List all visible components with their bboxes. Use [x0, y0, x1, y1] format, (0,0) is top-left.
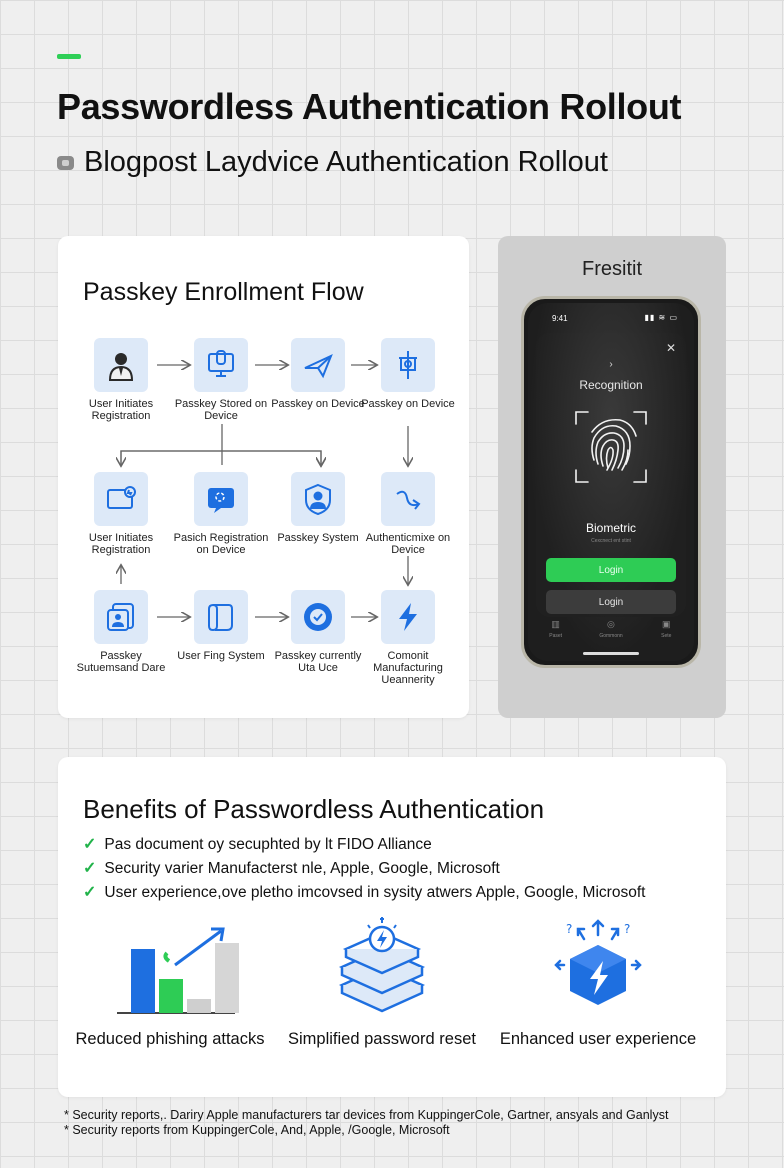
- monitor-icon: [194, 338, 248, 392]
- card-icon: [94, 472, 148, 526]
- close-icon[interactable]: ✕: [665, 341, 676, 355]
- flow-node-label: Passkey Sutuemsand Dare: [76, 650, 166, 674]
- arrow-branch: [121, 424, 321, 465]
- recognition-label: Recognition: [579, 378, 643, 392]
- benefits-title: Benefits of Passwordless Authentication: [83, 794, 545, 824]
- flow-node: [71, 472, 171, 556]
- circle-icon: ◎: [607, 619, 615, 629]
- flow-title: Passkey Enrollment Flow: [83, 278, 364, 306]
- footnotes: [64, 1108, 668, 1138]
- subtitle-text: Blogpost Laydvice Authentication Rollout: [84, 146, 608, 178]
- benefit-label: Enhanced user experience: [499, 1030, 697, 1048]
- benefit-label: Reduced phishing attacks: [75, 1030, 265, 1048]
- connect-icon: [381, 338, 435, 392]
- list-item-text: Security varier Manufacterst nle, Apple, Google, Microsoft: [104, 860, 500, 877]
- fingerprint-icon[interactable]: [572, 408, 650, 486]
- flow-node-label: User Fing System: [177, 650, 265, 662]
- check-icon: ✓: [83, 836, 97, 853]
- send-icon: [291, 338, 345, 392]
- home-indicator: [583, 652, 639, 655]
- footnote: * Security reports,. Dariry Apple manufacturers tar devices from KuppingerCole, Gartner, ansyals and Ganlyst: [64, 1108, 669, 1122]
- person-icon: [291, 472, 345, 526]
- phone-preview-panel: [498, 236, 726, 718]
- phone-mockup: [521, 296, 701, 668]
- flow-node-label: Passkey currently Uta Uce: [274, 650, 362, 674]
- flow-node: [268, 338, 368, 410]
- benefit-reduced-phishing: [70, 917, 270, 1049]
- check-badge-icon: [291, 590, 345, 644]
- benefit-simplified-reset: [282, 917, 482, 1049]
- list-item-text: User experience,ove pletho imcovsed in sysity atwers Apple, Google, Microsoft: [104, 884, 646, 901]
- bar-chart-trend-icon: [95, 917, 245, 1017]
- tab-sete[interactable]: [646, 619, 686, 639]
- status-icons: ▮▮ ≋ ▭: [644, 313, 678, 322]
- flow-node: [358, 472, 458, 556]
- arrow-icon: [381, 472, 435, 526]
- flow-node-label: Pasich Registration on Device: [173, 532, 269, 556]
- benefits-card: [58, 757, 726, 1097]
- flow-node: [71, 338, 171, 422]
- benefit-enhanced-ux: [498, 917, 698, 1049]
- scroll-icon: [194, 590, 248, 644]
- stacked-layers-icon: [332, 917, 432, 1017]
- flow-node: [268, 472, 368, 544]
- phone-tab-bar: [528, 619, 694, 647]
- list-item: [83, 881, 645, 905]
- flow-node-label: User Initiates Registration: [88, 532, 154, 556]
- flow-node: [358, 590, 458, 686]
- flow-node: [171, 590, 271, 662]
- phone-screen: [528, 303, 694, 661]
- enrollment-flow-card: [58, 236, 469, 718]
- flow-node-label: Comonit Manufacturing Ueannerity: [373, 650, 443, 686]
- chat-icon: [194, 472, 248, 526]
- tab-label: Gommonn: [599, 633, 623, 639]
- check-icon: ✓: [83, 884, 97, 901]
- accent-bar: [57, 54, 81, 59]
- flow-node-label: Passkey on Device: [271, 398, 365, 410]
- flow-node-label: Passkey on Device: [361, 398, 455, 410]
- flow-node-label: Authenticmixe on Device: [365, 532, 451, 556]
- benefit-label: Simplified password reset: [288, 1030, 476, 1048]
- benefits-checklist: [83, 833, 645, 905]
- flow-node: [171, 472, 271, 556]
- flow-node-label: Passkey System: [277, 532, 359, 544]
- list-item-text: Pas document oy secuphted by lt FIDO Alliance: [104, 836, 432, 853]
- login-button-secondary[interactable]: Login: [546, 590, 676, 614]
- flow-node-label: User Initiates Registration: [88, 398, 154, 422]
- page-title: Passwordless Authentication Rollout: [57, 86, 682, 127]
- flow-node: [358, 338, 458, 410]
- tab-label: Sete: [661, 633, 672, 639]
- list-item: [83, 857, 645, 881]
- id-card-icon: [94, 590, 148, 644]
- status-time: 9:41: [552, 314, 568, 323]
- svg-text:?: ?: [566, 922, 573, 936]
- biometric-label: Biometric: [585, 521, 636, 535]
- check-icon: ✓: [83, 860, 97, 877]
- tab-label: Paset: [549, 633, 563, 639]
- flow-node-label: Passkey Stored on Device: [174, 398, 268, 422]
- square-icon: ▣: [662, 619, 671, 629]
- biometric-sheet: [536, 333, 686, 617]
- page-subtitle: [57, 146, 608, 179]
- footnote: * Security reports from KuppingerCole, And, Apple, /Google, Microsoft: [64, 1123, 450, 1137]
- list-item: [83, 833, 645, 857]
- phone-panel-title: Fresitit: [582, 258, 642, 280]
- bullet-icon: [57, 156, 74, 170]
- flow-node: [71, 590, 171, 674]
- flow-node: [171, 338, 271, 422]
- biometric-subtext: Cexcnect ent stint: [591, 538, 631, 544]
- svg-text:?: ?: [624, 922, 631, 936]
- flow-node: [268, 590, 368, 674]
- login-button-primary[interactable]: Login: [546, 558, 676, 582]
- bolt-cube-icon: [548, 917, 648, 1017]
- user-icon: [94, 338, 148, 392]
- chevron-right-icon: ›: [609, 359, 613, 370]
- bolt-icon: [381, 590, 435, 644]
- tab-gommonn[interactable]: [591, 619, 631, 639]
- tab-paset[interactable]: [536, 619, 576, 639]
- bar-chart-icon: ▥: [551, 619, 560, 629]
